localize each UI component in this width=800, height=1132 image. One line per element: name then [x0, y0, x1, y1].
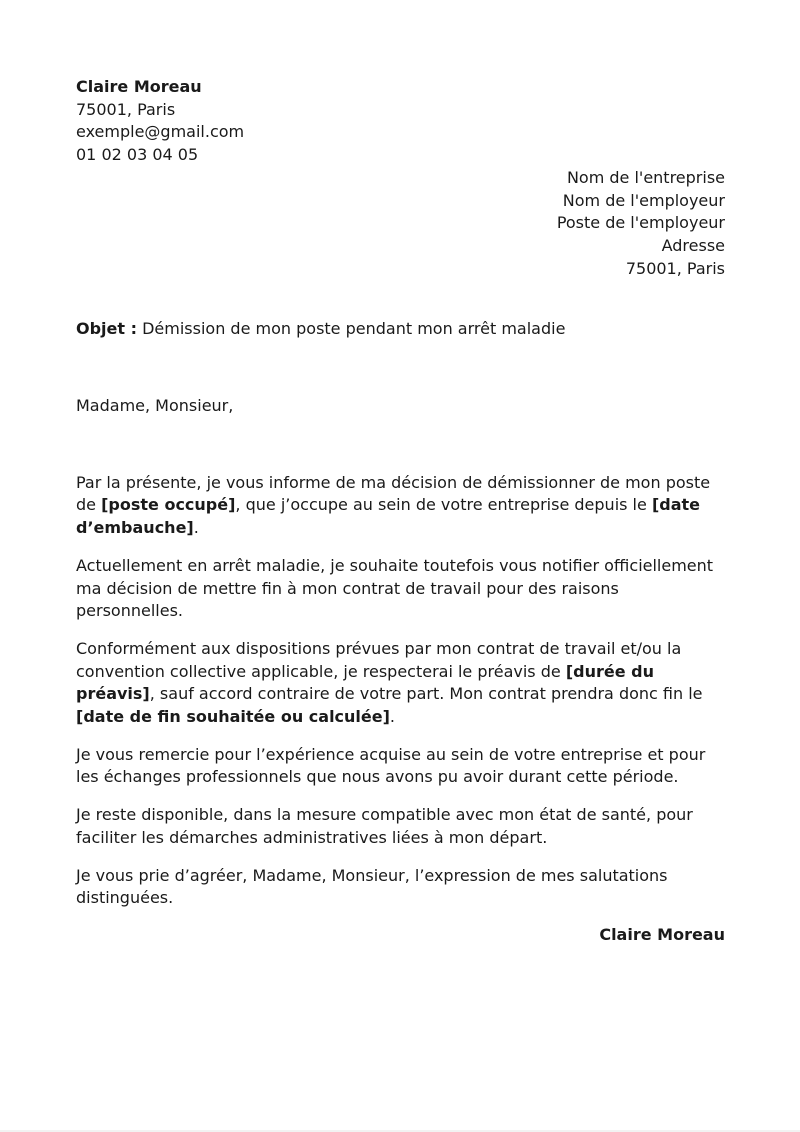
- paragraph-thanks: Je vous remercie pour l’expérience acquise au sein de votre entreprise et pour les échanges professionnels que nous avons pu avoir durant cette période.: [76, 744, 706, 787]
- subject-line: [76, 318, 725, 341]
- placeholder-date-embauche: [date d’embauche]: [76, 495, 700, 538]
- paragraph-text: , sauf accord contraire de votre part. Mon contrat prendra donc fin le: [149, 684, 703, 704]
- placeholder-duree-preavis: [durée du préavis]: [76, 661, 654, 704]
- sender-city: 75001, Paris: [76, 99, 176, 119]
- paragraph-text: .: [193, 518, 199, 538]
- sender-email: exemple@gmail.com: [76, 122, 245, 142]
- paragraph-availability: Je reste disponible, dans la mesure compatible avec mon état de santé, pour faciliter les démarches administratives liées à mon départ.: [76, 805, 693, 847]
- paragraph-sick-leave: Actuellement en arrêt maladie, je souhaite toutefois vous notifier officiellement ma décision de mettre fin à mon contrat de travail pour des raisons personnelles.: [76, 555, 714, 621]
- sender-phone: 01 02 03 04 05: [76, 145, 199, 165]
- placeholder-poste-occupe: [poste occupé]: [101, 495, 236, 515]
- paragraph-text: Conformément aux dispositions prévues par mon contrat de travail et/ou la convention collective applicable, je respecterai le préavis de: [76, 638, 682, 681]
- paragraph-closing: Je vous prie d’agréer, Madame, Monsieur, l’expression de mes salutations distinguées.: [76, 865, 668, 908]
- letter-content: [76, 76, 725, 947]
- recipient-city: 75001, Paris: [625, 258, 725, 278]
- recipient-block: [76, 167, 725, 281]
- paragraph-text: Par la présente, je vous informe de ma décision de démissionner de mon poste de: [76, 472, 711, 515]
- paragraph-intro: [76, 472, 718, 540]
- paragraph-text: .: [389, 707, 396, 727]
- signature: Claire Moreau: [599, 924, 725, 944]
- recipient-employer-position: Poste de l'employeur: [556, 213, 725, 233]
- sender-block: [76, 76, 725, 167]
- placeholder-date-fin: [date de fin souhaitée ou calculée]: [76, 707, 390, 727]
- paragraph-notice: [76, 638, 718, 729]
- subject-text: Démission de mon poste pendant mon arrêt maladie: [137, 319, 566, 339]
- salutation: Madame, Monsieur,: [76, 396, 234, 416]
- recipient-employer-name: Nom de l'employeur: [562, 190, 725, 210]
- sender-name: Claire Moreau: [76, 77, 202, 96]
- recipient-address: Adresse: [661, 235, 725, 255]
- recipient-company: Nom de l'entreprise: [566, 167, 725, 187]
- subject-label: Objet :: [76, 319, 138, 339]
- paragraph-text: , que j’occupe au sein de votre entreprise depuis le: [235, 495, 652, 515]
- letter-body: [76, 472, 725, 910]
